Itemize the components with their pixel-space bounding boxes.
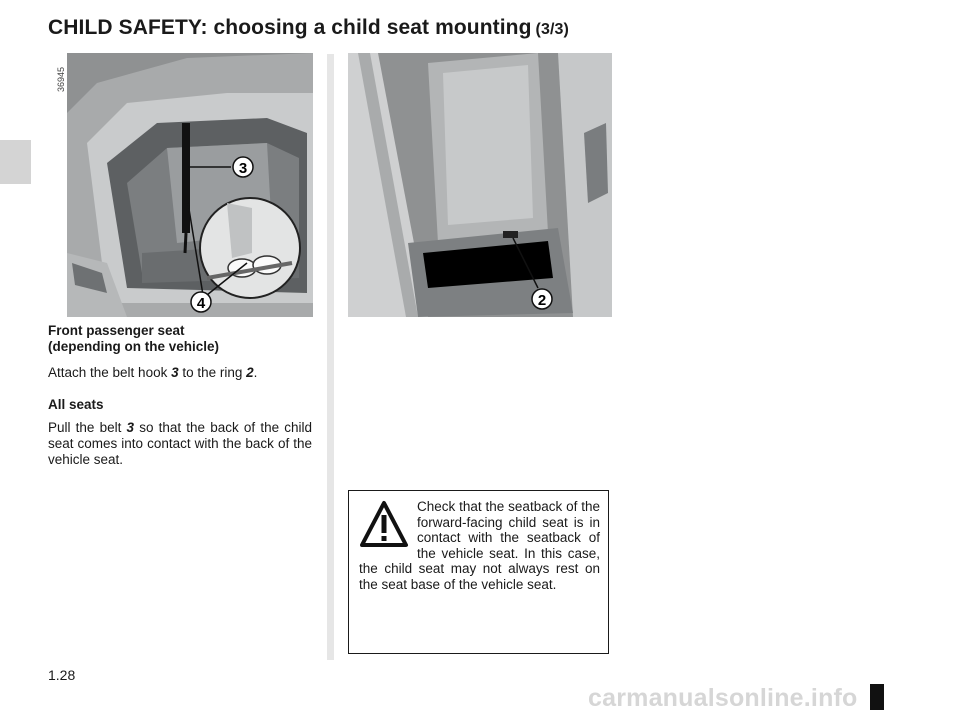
figure-right-svg [348,53,612,317]
pull-text-pre: Pull the belt [48,420,127,435]
front-heading-line1: Front passenger seat [48,323,185,338]
section-side-tab [0,140,31,184]
column-divider [327,54,334,660]
figure-left-boot-illustration [67,53,313,317]
figure-right-seat-illustration [348,53,612,317]
figure-left-svg [67,53,313,317]
figure-left-code: 36945 [56,66,66,92]
attach-ref-3: 3 [171,365,179,380]
warning-text: Check that the seatback of the forward-facing child seat is in contact with the seatback of the vehicle seat. In this case, the child seat may not always rest on the seat base of the vehicle seat. [359,499,600,592]
page-title-main: CHILD SAFETY: choosing a child seat mounting [48,16,532,39]
pull-ref-3: 3 [126,420,135,435]
attach-text-pre: Attach the belt hook [48,365,172,380]
all-seats-heading: All seats [48,397,104,412]
attach-text-post: . [253,365,258,380]
attach-ref-2: 2 [246,365,254,380]
front-passenger-heading [48,323,312,355]
pull-text-post: so that the back of the child seat comes into contact with the back of the vehicle seat. [48,420,313,467]
page-title [48,16,569,40]
pull-instruction [48,420,312,468]
corner-mark [870,684,884,710]
front-heading-line2: (depending on the vehicle) [48,339,220,354]
warning-triangle-icon [359,499,409,551]
attach-instruction [48,365,312,381]
callout-3-label: 3 [238,160,248,177]
callout-4-label: 4 [196,295,206,312]
attach-text-mid: to the ring [178,365,247,380]
warning-box [348,490,609,654]
page-title-suffix: (3/3) [535,21,569,38]
page-number: 1.28 [48,667,76,683]
watermark-text: carmanualsonline.info [588,684,858,712]
callout-2-label: 2 [537,292,547,309]
